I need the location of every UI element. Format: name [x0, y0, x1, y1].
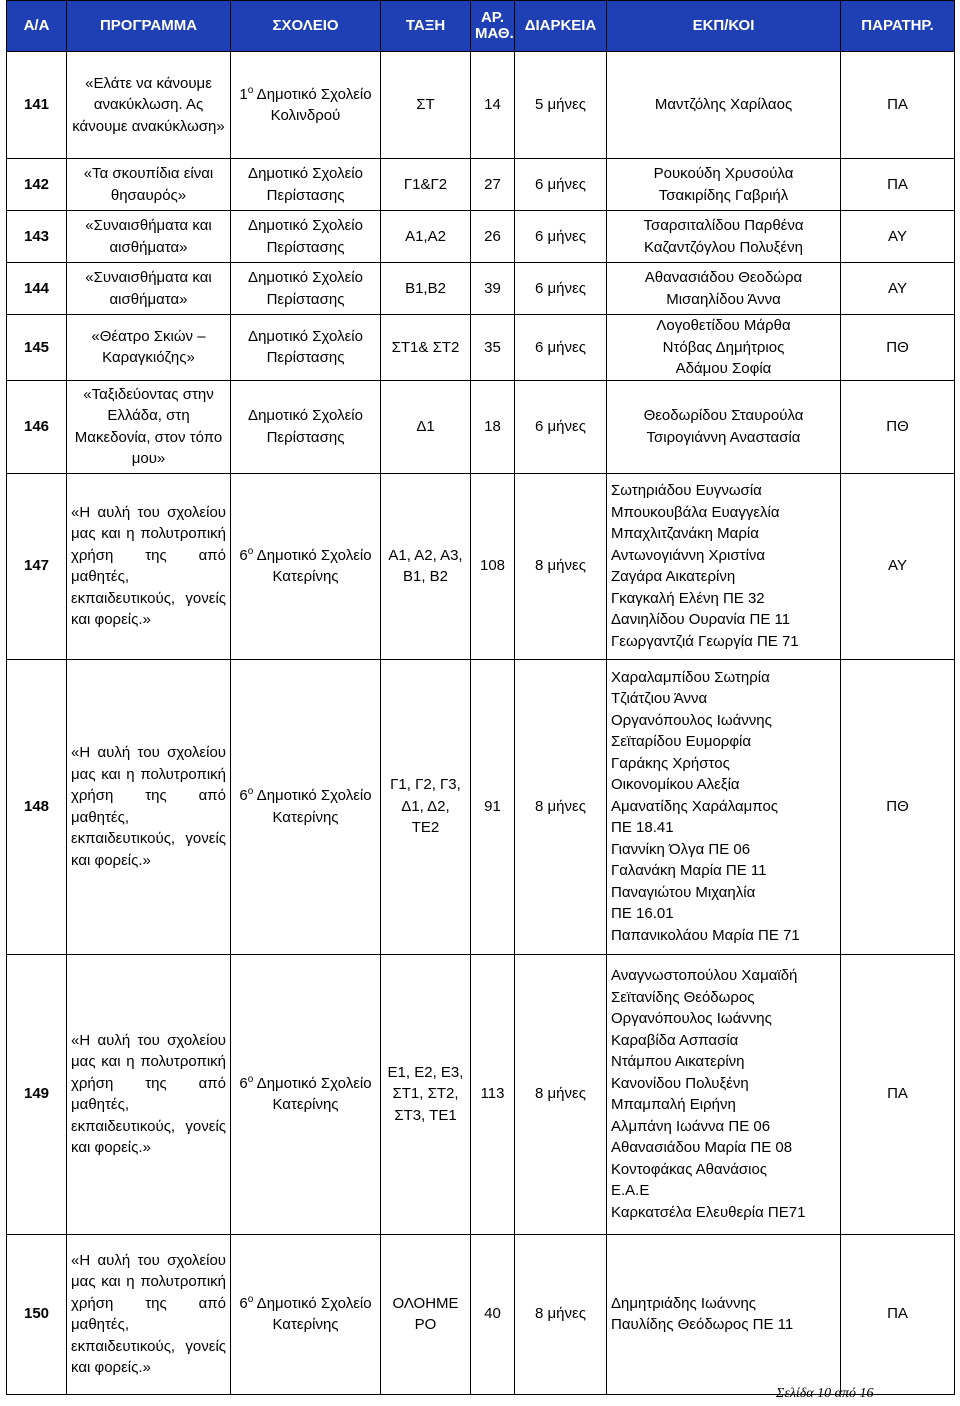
page-number: Σελίδα 10 από 16	[776, 1386, 874, 1401]
cell-aa: 149	[7, 954, 67, 1234]
school-number-suffix: ο	[247, 545, 254, 557]
cell-class: Γ1&Γ2	[381, 159, 471, 211]
cell-duration: 6 μήνες	[515, 380, 607, 473]
school-name: Δημοτικό Σχολείο Περίστασης	[248, 327, 363, 367]
cell-school	[231, 315, 381, 381]
cell-program: «Συναισθήματα και αισθήματα»	[67, 211, 231, 263]
school-name: Δημοτικό Σχολείο Περίστασης	[248, 217, 363, 256]
school-number-suffix: ο	[247, 1073, 254, 1085]
cell-teachers: Αθανασιάδου Θεοδώρα Μισαηλίδου Άννα	[607, 263, 841, 315]
cell-class: Β1,Β2	[381, 263, 471, 315]
cell-school	[231, 473, 381, 659]
cell-class: Δ1	[381, 380, 471, 473]
cell-aa: 141	[7, 52, 67, 159]
cell-teachers: Λογοθετίδου Μάρθα Ντόβας Δημήτριος Αδάμου Σοφία	[607, 315, 841, 381]
school-name: Δημοτικό Σχολείο Κατερίνης	[256, 1294, 372, 1333]
header-notes: ΠΑΡΑΤΗΡ.	[841, 1, 955, 52]
cell-aa: 142	[7, 159, 67, 211]
cell-class: ΣΤ1& ΣΤ2	[381, 315, 471, 381]
cell-duration: 6 μήνες	[515, 159, 607, 211]
table-row	[7, 1234, 955, 1394]
cell-teachers: Σωτηριάδου Ευγνωσία Μπουκουβάλα Ευαγγελία Μπαχλιτζανάκη Μαρία Αντωνογιάννη Χριστίνα Ζαγάρα Αικατερίνη Γκαγκαλή Ελένη ΠΕ 32 Δανιηλίδου Ουρανία ΠΕ 11 Γεωργαντζιά Γεωργία ΠΕ 71	[607, 473, 841, 659]
table-row	[7, 263, 955, 315]
cell-class: ΟΛΟΗΜΕ ΡΟ	[381, 1234, 471, 1394]
cell-class: Γ1, Γ2, Γ3, Δ1, Δ2, ΤΕ2	[381, 659, 471, 954]
cell-school	[231, 159, 381, 211]
cell-notes: ΑΥ	[841, 211, 955, 263]
cell-students: 108	[471, 473, 515, 659]
header-row	[7, 1, 955, 52]
cell-notes: ΑΥ	[841, 473, 955, 659]
cell-notes: ΠΑ	[841, 52, 955, 159]
cell-teachers: Δημητριάδης Ιωάννης Παυλίδης Θεόδωρος ΠΕ 11	[607, 1234, 841, 1394]
cell-duration: 8 μήνες	[515, 659, 607, 954]
cell-program: «Ταξιδεύοντας στην Ελλάδα, στη Μακεδονία, στον τόπο μου»	[67, 380, 231, 473]
cell-teachers: Ρουκούδη Χρυσούλα Τσακιρίδης Γαβριήλ	[607, 159, 841, 211]
cell-program: «Ελάτε να κάνουμε ανακύκλωση. Ας κάνουμε ανακύκλωση»	[67, 52, 231, 159]
school-number: 6	[239, 1074, 248, 1092]
cell-aa: 145	[7, 315, 67, 381]
cell-teachers: Αναγνωστοπούλου Χαμαϊδή Σεϊτανίδης Θεόδωρος Οργανόπουλος Ιωάννης Καραβίδα Ασπασία Ντάμπου Αικατερίνη Κανονίδου Πολυξένη Μπαμπαλή Ειρήνη Αλμπάνη Ιωάννα ΠΕ 06 Αθανασιάδου Μαρία ΠΕ 08 Κοντοφάκας Αθανάσιος Ε.Α.Ε Καρκατσέλα Ελευθερία ΠΕ71	[607, 954, 841, 1234]
cell-school	[231, 263, 381, 315]
cell-duration: 8 μήνες	[515, 473, 607, 659]
cell-program: «Θέατρο Σκιών – Καραγκιόζης»	[67, 315, 231, 381]
cell-notes: ΠΘ	[841, 659, 955, 954]
school-number: 6	[239, 1294, 248, 1312]
cell-students: 39	[471, 263, 515, 315]
cell-students: 18	[471, 380, 515, 473]
cell-students: 27	[471, 159, 515, 211]
cell-class: Α1,Α2	[381, 211, 471, 263]
cell-teachers: Θεοδωρίδου Σταυρούλα Τσιρογιάννη Αναστασία	[607, 380, 841, 473]
school-number-suffix: ο	[247, 786, 254, 797]
cell-students: 14	[471, 52, 515, 159]
cell-program: «Τα σκουπίδια είναι θησαυρός»	[67, 159, 231, 211]
school-name: Δημοτικό Σχολείο Περίστασης	[248, 407, 363, 446]
table-row	[7, 380, 955, 473]
cell-notes: ΠΘ	[841, 380, 955, 473]
cell-aa: 150	[7, 1234, 67, 1394]
cell-program: «Η αυλή του σχολείου μας και η πολυτροπική χρήση της από μαθητές, εκπαιδευτικούς, γονείς και φορείς.»	[67, 954, 231, 1234]
header-class: ΤΑΞΗ	[381, 1, 471, 52]
cell-duration: 5 μήνες	[515, 52, 607, 159]
school-number: 6	[239, 546, 248, 564]
school-name: Δημοτικό Σχολείο Περίστασης	[248, 165, 363, 204]
cell-aa: 143	[7, 211, 67, 263]
cell-duration: 8 μήνες	[515, 954, 607, 1234]
cell-students: 26	[471, 211, 515, 263]
cell-teachers: Τσαρσιταλίδου Παρθένα Καζαντζόγλου Πολυξένη	[607, 211, 841, 263]
school-name: Δημοτικό Σχολείο Κατερίνης	[256, 1074, 372, 1113]
cell-teachers: Μαντζόλης Χαρίλαος	[607, 52, 841, 159]
cell-school	[231, 1234, 381, 1394]
table-row	[7, 211, 955, 263]
cell-school	[231, 211, 381, 263]
cell-program: «Η αυλή του σχολείου μας και η πολυτροπική χρήση της από μαθητές, εκπαιδευτικούς, γονείς και φορείς.»	[67, 1234, 231, 1394]
cell-school	[231, 659, 381, 954]
table-row	[7, 159, 955, 211]
cell-notes: ΠΘ	[841, 315, 955, 381]
cell-notes: ΑΥ	[841, 263, 955, 315]
cell-students: 113	[471, 954, 515, 1234]
school-name: Δημοτικό Σχολείο Κολινδρού	[256, 85, 372, 124]
cell-program: «Συναισθήματα και αισθήματα»	[67, 263, 231, 315]
table-row	[7, 659, 955, 954]
cell-students: 91	[471, 659, 515, 954]
cell-duration: 6 μήνες	[515, 315, 607, 381]
school-name: Δημοτικό Σχολείο Κατερίνης	[256, 546, 372, 585]
school-name: Δημοτικό Σχολείο Περίστασης	[248, 269, 363, 308]
cell-program: «Η αυλή του σχολείου μας και η πολυτροπική χρήση της από μαθητές, εκπαιδευτικούς, γονείς και φορείς.»	[67, 659, 231, 954]
header-duration: ΔΙΑΡΚΕΙΑ	[515, 1, 607, 52]
table-row	[7, 315, 955, 381]
cell-aa: 147	[7, 473, 67, 659]
cell-students: 35	[471, 315, 515, 381]
cell-class: ΣΤ	[381, 52, 471, 159]
header-program: ΠΡΟΓΡΑΜΜΑ	[67, 1, 231, 52]
header-aa: Α/Α	[7, 1, 67, 52]
table-row	[7, 473, 955, 659]
cell-school	[231, 954, 381, 1234]
school-number: 1	[239, 85, 248, 103]
header-students: ΑΡ. ΜΑΘ.	[471, 1, 515, 52]
cell-notes: ΠΑ	[841, 1234, 955, 1394]
school-number-suffix: ο	[247, 84, 254, 96]
cell-teachers: Χαραλαμπίδου Σωτηρία Τζιάτζιου Άννα Οργανόπουλος Ιωάννης Σεϊταρίδου Ευμορφία Γαράκης Χρήστος Οικονομίκου Αλεξία Αμανατίδης Χαράλαμπος ΠΕ 18.41 Γιαννίκη Όλγα ΠΕ 06 Γαλανάκη Μαρία ΠΕ 11 Παναγιώτου Μιχαηλία ΠΕ 16.01 Παπανικολάου Μαρία ΠΕ 71	[607, 659, 841, 954]
cell-duration: 6 μήνες	[515, 211, 607, 263]
school-number-suffix: ο	[247, 1293, 254, 1305]
cell-duration: 8 μήνες	[515, 1234, 607, 1394]
cell-notes: ΠΑ	[841, 954, 955, 1234]
cell-aa: 146	[7, 380, 67, 473]
programs-table	[6, 0, 955, 1395]
cell-duration: 6 μήνες	[515, 263, 607, 315]
cell-notes: ΠΑ	[841, 159, 955, 211]
table-row	[7, 954, 955, 1234]
cell-aa: 144	[7, 263, 67, 315]
cell-aa: 148	[7, 659, 67, 954]
cell-program: «Η αυλή του σχολείου μας και η πολυτροπική χρήση της από μαθητές, εκπαιδευτικούς, γονείς και φορείς.»	[67, 473, 231, 659]
table-row	[7, 52, 955, 159]
cell-class: Α1, Α2, Α3, Β1, Β2	[381, 473, 471, 659]
header-teachers: ΕΚΠ/ΚΟΙ	[607, 1, 841, 52]
cell-students: 40	[471, 1234, 515, 1394]
header-school: ΣΧΟΛΕΙΟ	[231, 1, 381, 52]
cell-class: Ε1, Ε2, Ε3, ΣΤ1, ΣΤ2, ΣΤ3, ΤΕ1	[381, 954, 471, 1234]
cell-school	[231, 52, 381, 159]
school-number: 6	[239, 787, 248, 804]
school-name: Δημοτικό Σχολείο Κατερίνης	[256, 787, 372, 826]
cell-school	[231, 380, 381, 473]
